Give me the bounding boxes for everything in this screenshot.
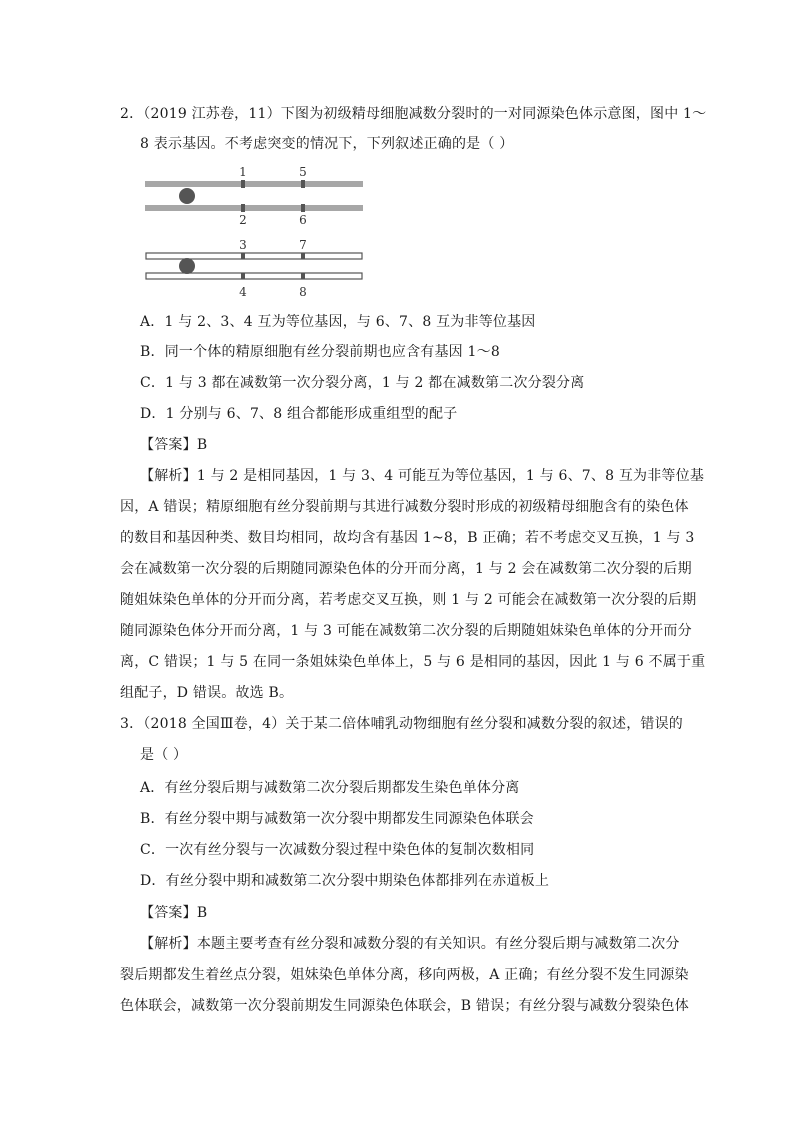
centromere-lower (179, 258, 195, 274)
q2-analysis-line7: 离，C 错误；1 与 5 在同一条姐妹染色单体上，5 与 6 是相同的基因，因此 1 与 6 不属于重 (120, 654, 706, 670)
chromosome-diagram (140, 160, 380, 300)
gene-mark-8 (301, 273, 305, 279)
q3-answer-tag: 【答案】 (140, 905, 197, 921)
q3-analysis-line2: 裂后期都发生着丝点分裂，姐妹染色单体分离，移向两极，A 正确；有丝分裂不发生同源染 (120, 967, 689, 983)
q3-answer (140, 903, 207, 923)
chromatid-upper-2 (145, 205, 363, 211)
gene-mark-2 (241, 204, 245, 212)
q2-option-d: D．1 分别与 6、7、8 组合都能形成重组型的配子 (140, 406, 458, 422)
q3-option-b: B．有丝分裂中期与减数第一次分裂中期都发生同源染色体联会 (140, 811, 534, 827)
gene-mark-5 (301, 180, 305, 188)
q3-stem-line1: 3．（2018 全国Ⅲ卷，4）关于某二倍体哺乳动物细胞有丝分裂和减数分裂的叙述，错误的 (120, 716, 683, 732)
q2-option-c: C．1 与 3 都在减数第一次分裂分离，1 与 2 都在减数第二次分裂分离 (140, 375, 585, 391)
q3-option-c: C．一次有丝分裂与一次减数分裂过程中染色体的复制次数相同 (140, 842, 535, 858)
gene-mark-6 (301, 204, 305, 212)
q2-option-b: B．同一个体的精原细胞有丝分裂前期也应含有基因 1～8 (140, 344, 500, 360)
chromatid-lower-2 (146, 273, 362, 279)
q3-option-d: D．有丝分裂中期和减数第二次分裂中期染色体都排列在赤道板上 (140, 873, 550, 889)
gene-label-7: 7 (299, 238, 307, 252)
q2-analysis-text-1: 1 与 2 是相同基因，1 与 3、4 可能互为等位基因，1 与 6、7、8 互为非等位基 (196, 468, 705, 484)
gene-mark-3 (241, 253, 245, 259)
gene-label-1: 1 (239, 165, 247, 179)
q2-stem-line2: 8 表示基因。不考虑突变的情况下，下列叙述正确的是（ ） (140, 136, 514, 152)
q2-option-a: A．1 与 2、3、4 互为等位基因，与 6、7、8 互为非等位基因 (140, 314, 536, 330)
q3-analysis-line1 (140, 934, 680, 954)
q2-answer-tag: 【答案】 (140, 437, 197, 453)
q2-analysis-line1 (140, 466, 704, 486)
q2-analysis-line2: 因，A 错误；精原细胞有丝分裂前期与其进行减数分裂时形成的初级精母细胞含有的染色体 (120, 499, 689, 515)
chromatid-upper-1 (145, 181, 363, 187)
q3-option-a: A．有丝分裂后期与减数第二次分裂后期都发生染色单体分离 (140, 780, 520, 796)
q2-answer (140, 435, 207, 455)
centromere-upper (179, 188, 195, 204)
q2-analysis-line4: 会在减数第一次分裂的后期随同源染色体的分开而分离，1 与 2 会在减数第二次分裂的后期 (120, 561, 692, 577)
q3-analysis-text-1: 本题主要考查有丝分裂和减数分裂的有关知识。有丝分裂后期与减数第二次分 (196, 936, 680, 952)
gene-label-5: 5 (299, 165, 307, 179)
q2-analysis-line5: 随姐妹染色单体的分开而分离，若考虑交叉互换，则 1 与 2 可能会在减数第一次分裂的后期 (120, 592, 697, 608)
gene-mark-4 (241, 273, 245, 279)
q3-stem-line2: 是（ ） (140, 747, 188, 763)
gene-mark-1 (241, 180, 245, 188)
gene-label-4: 4 (239, 285, 247, 299)
q2-answer-value: B (196, 437, 208, 453)
gene-label-8: 8 (299, 285, 307, 299)
chromatid-lower-1 (146, 253, 362, 259)
gene-label-2: 2 (239, 213, 247, 227)
q3-answer-value: B (196, 905, 208, 921)
q2-stem-line1: 2．（2019 江苏卷，11）下图为初级精母细胞减数分裂时的一对同源染色体示意图，图中 1～ (120, 106, 707, 122)
gene-mark-7 (301, 253, 305, 259)
q2-analysis-line3: 的数目和基因种类、数目均相同，故均含有基因 1~8，B 正确；若不考虑交叉互换，1 与 3 (120, 530, 695, 546)
q2-analysis-line6: 随同源染色体分开而分离，1 与 3 可能在减数第二次分裂的后期随姐妹染色单体的分开而分 (120, 623, 692, 639)
q2-analysis-line8: 组配子，D 错误。故选 B。 (120, 685, 294, 701)
q3-analysis-line3: 色体联会，减数第一次分裂前期发生同源染色体联会，B 错误；有丝分裂与减数分裂染色体 (120, 998, 689, 1014)
q2-analysis-tag: 【解析】 (140, 468, 197, 484)
q3-analysis-tag: 【解析】 (140, 936, 197, 952)
gene-label-3: 3 (239, 238, 247, 252)
gene-label-6: 6 (299, 213, 307, 227)
